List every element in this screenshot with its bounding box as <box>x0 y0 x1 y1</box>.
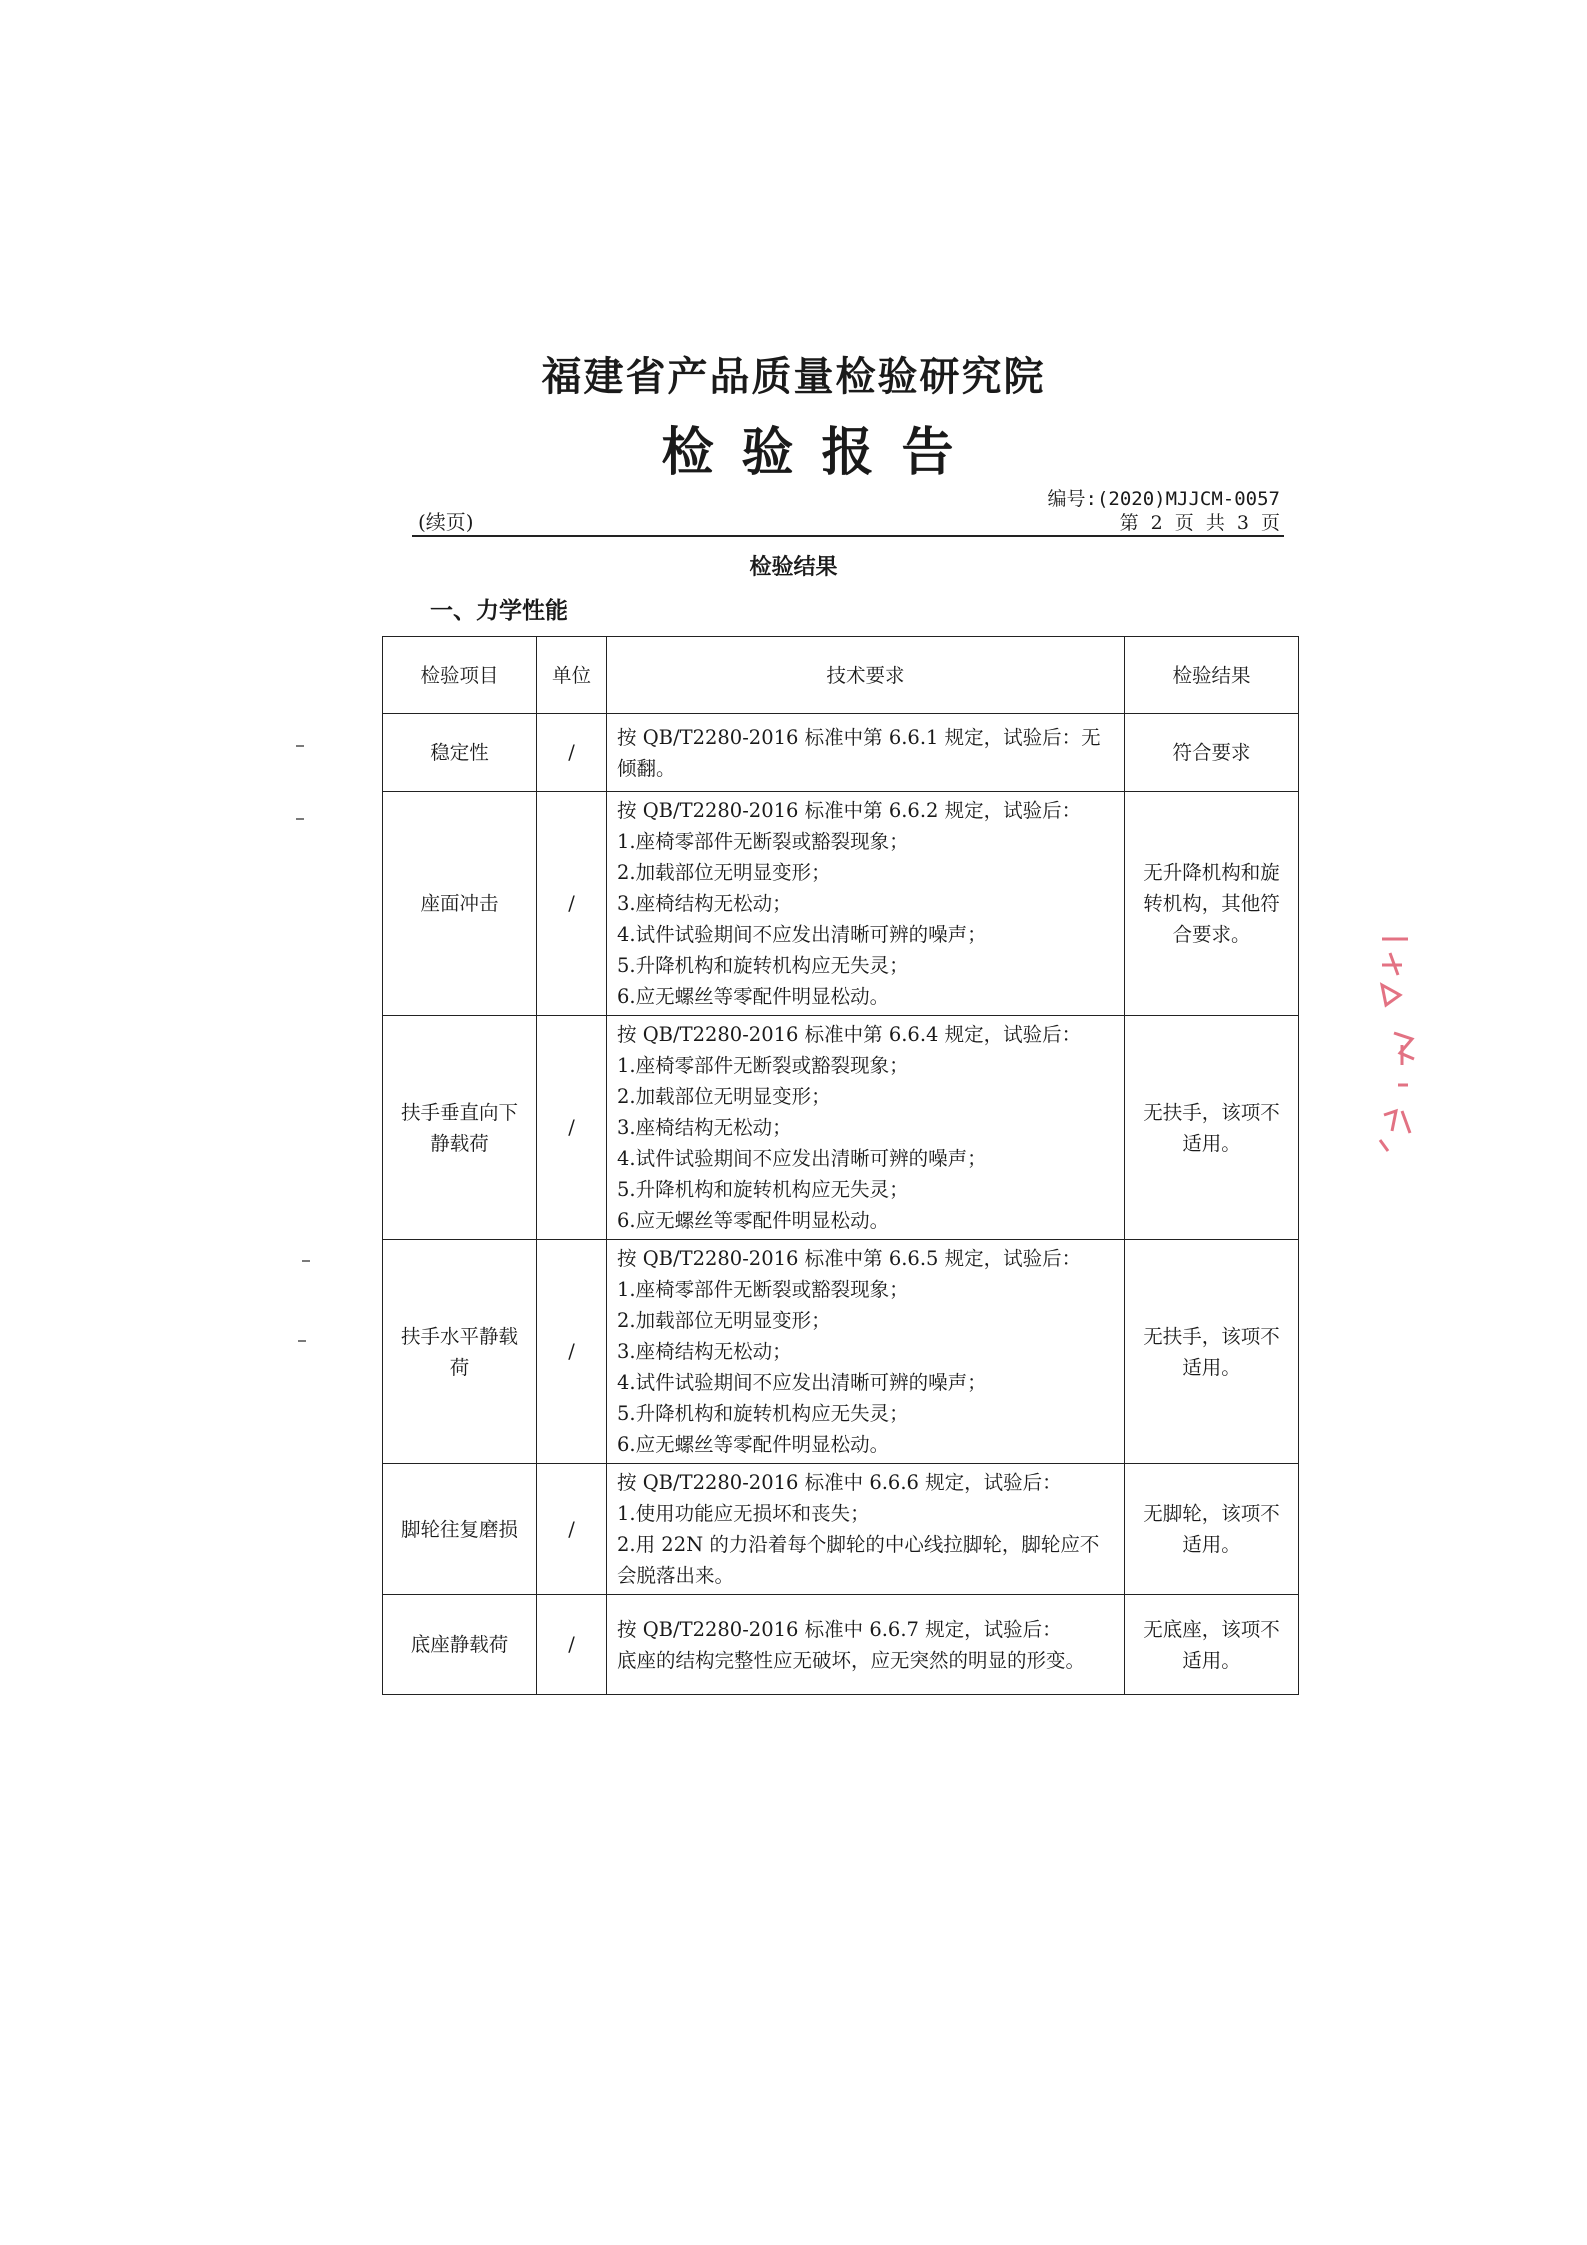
requirement-line: 4.试件试验期间不应发出清晰可辨的噪声； <box>617 1371 987 1394</box>
item-cell: 脚轮往复磨损 <box>383 1464 537 1595</box>
item-cell: 稳定性 <box>383 714 537 792</box>
header-rule <box>412 535 1284 537</box>
unit-cell: / <box>537 1016 607 1240</box>
report-title: 检验报告 <box>661 422 982 483</box>
requirement-line: 6.应无螺丝等零配件明显松动。 <box>617 985 890 1008</box>
requirement-line: 2.加载部位无明显变形； <box>617 1309 831 1332</box>
page-info: 第 2 页 共 3 页 <box>1119 512 1280 534</box>
requirement-line: 5.升降机构和旋转机构应无失灵； <box>617 1178 909 1201</box>
requirement-line: 5.升降机构和旋转机构应无失灵； <box>617 1402 909 1425</box>
requirement-line: 按 QB/T2280-2016 标准中第 6.6.5 规定，试验后： <box>617 1247 1082 1270</box>
table-row <box>383 792 1299 1016</box>
unit-cell: / <box>537 714 607 792</box>
header-result: 检验结果 <box>1125 637 1299 714</box>
unit-cell: / <box>537 1464 607 1595</box>
requirement-line: 按 QB/T2280-2016 标准中 6.6.7 规定，试验后： <box>617 1617 1062 1641</box>
item-cell: 扶手垂直向下静载荷 <box>383 1016 537 1240</box>
requirement-cell <box>607 792 1125 1016</box>
report-number: 编号:(2020)MJJCM-0057 <box>1047 488 1280 510</box>
continued-label: (续页) <box>418 510 474 534</box>
scan-mark <box>298 1340 306 1342</box>
requirement-line: 6.应无螺丝等零配件明显松动。 <box>617 1209 890 1232</box>
seal-stamp-icon <box>1372 935 1420 1155</box>
scan-mark <box>302 1260 310 1262</box>
requirement-cell <box>607 1595 1125 1695</box>
table-row <box>383 1464 1299 1595</box>
requirement-line: 按 QB/T2280-2016 标准中 6.6.6 规定，试验后： <box>617 1471 1062 1494</box>
results-title: 检验结果 <box>749 554 838 580</box>
unit-cell: / <box>537 1240 607 1464</box>
requirement-line: 1.座椅零部件无断裂或豁裂现象； <box>617 830 909 853</box>
requirement-cell <box>607 714 1125 792</box>
item-cell: 座面冲击 <box>383 792 537 1016</box>
requirement-line: 6.应无螺丝等零配件明显松动。 <box>617 1433 890 1456</box>
requirement-line: 2.加载部位无明显变形； <box>617 861 831 884</box>
header-requirement: 技术要求 <box>607 637 1125 714</box>
institute-name: 福建省产品质量检验研究院 <box>541 353 1046 400</box>
requirement-cell <box>607 1240 1125 1464</box>
header-item: 检验项目 <box>383 637 537 714</box>
requirement-line: 5.升降机构和旋转机构应无失灵； <box>617 954 909 977</box>
table-header-row <box>383 637 1299 714</box>
requirement-line: 3.座椅结构无松动； <box>617 1340 792 1363</box>
requirement-line: 3.座椅结构无松动； <box>617 1116 792 1139</box>
requirement-line: 1.座椅零部件无断裂或豁裂现象； <box>617 1278 909 1301</box>
table-row <box>383 714 1299 792</box>
requirement-line: 4.试件试验期间不应发出清晰可辨的噪声； <box>617 923 987 946</box>
requirement-cell <box>607 1464 1125 1595</box>
result-cell: 无扶手，该项不适用。 <box>1125 1240 1299 1464</box>
section-title: 一、力学性能 <box>430 597 568 624</box>
requirement-line: 按 QB/T2280-2016 标准中第 6.6.1 规定，试验后：无倾翻。 <box>617 725 1101 780</box>
requirement-cell <box>607 1016 1125 1240</box>
result-cell: 无扶手，该项不适用。 <box>1125 1016 1299 1240</box>
requirement-line: 4.试件试验期间不应发出清晰可辨的噪声； <box>617 1147 987 1170</box>
header-unit: 单位 <box>537 637 607 714</box>
requirement-line: 3.座椅结构无松动； <box>617 892 792 915</box>
requirement-line: 1.使用功能应无损坏和丧失； <box>617 1502 870 1525</box>
result-cell: 符合要求 <box>1125 714 1299 792</box>
scan-mark <box>296 818 304 820</box>
unit-cell: / <box>537 1595 607 1695</box>
results-table <box>382 636 1299 1695</box>
requirement-line: 1.座椅零部件无断裂或豁裂现象； <box>617 1054 909 1077</box>
table-row <box>383 1016 1299 1240</box>
table-row <box>383 1595 1299 1695</box>
result-cell: 无底座，该项不适用。 <box>1125 1595 1299 1695</box>
item-cell: 扶手水平静载荷 <box>383 1240 537 1464</box>
table-row <box>383 1240 1299 1464</box>
scan-mark <box>296 745 304 747</box>
result-cell: 无脚轮，该项不适用。 <box>1125 1464 1299 1595</box>
requirement-line: 按 QB/T2280-2016 标准中第 6.6.4 规定，试验后： <box>617 1023 1082 1046</box>
requirement-line: 底座的结构完整性应无破坏，应无突然的明显的形变。 <box>617 1648 1086 1672</box>
unit-cell: / <box>537 792 607 1016</box>
requirement-line: 按 QB/T2280-2016 标准中第 6.6.2 规定，试验后： <box>617 799 1082 822</box>
requirement-line: 2.加载部位无明显变形； <box>617 1085 831 1108</box>
item-cell: 底座静载荷 <box>383 1595 537 1695</box>
requirement-line: 2.用 22N 的力沿着每个脚轮的中心线拉脚轮，脚轮应不会脱落出来。 <box>617 1533 1100 1587</box>
result-cell: 无升降机构和旋转机构，其他符合要求。 <box>1125 792 1299 1016</box>
